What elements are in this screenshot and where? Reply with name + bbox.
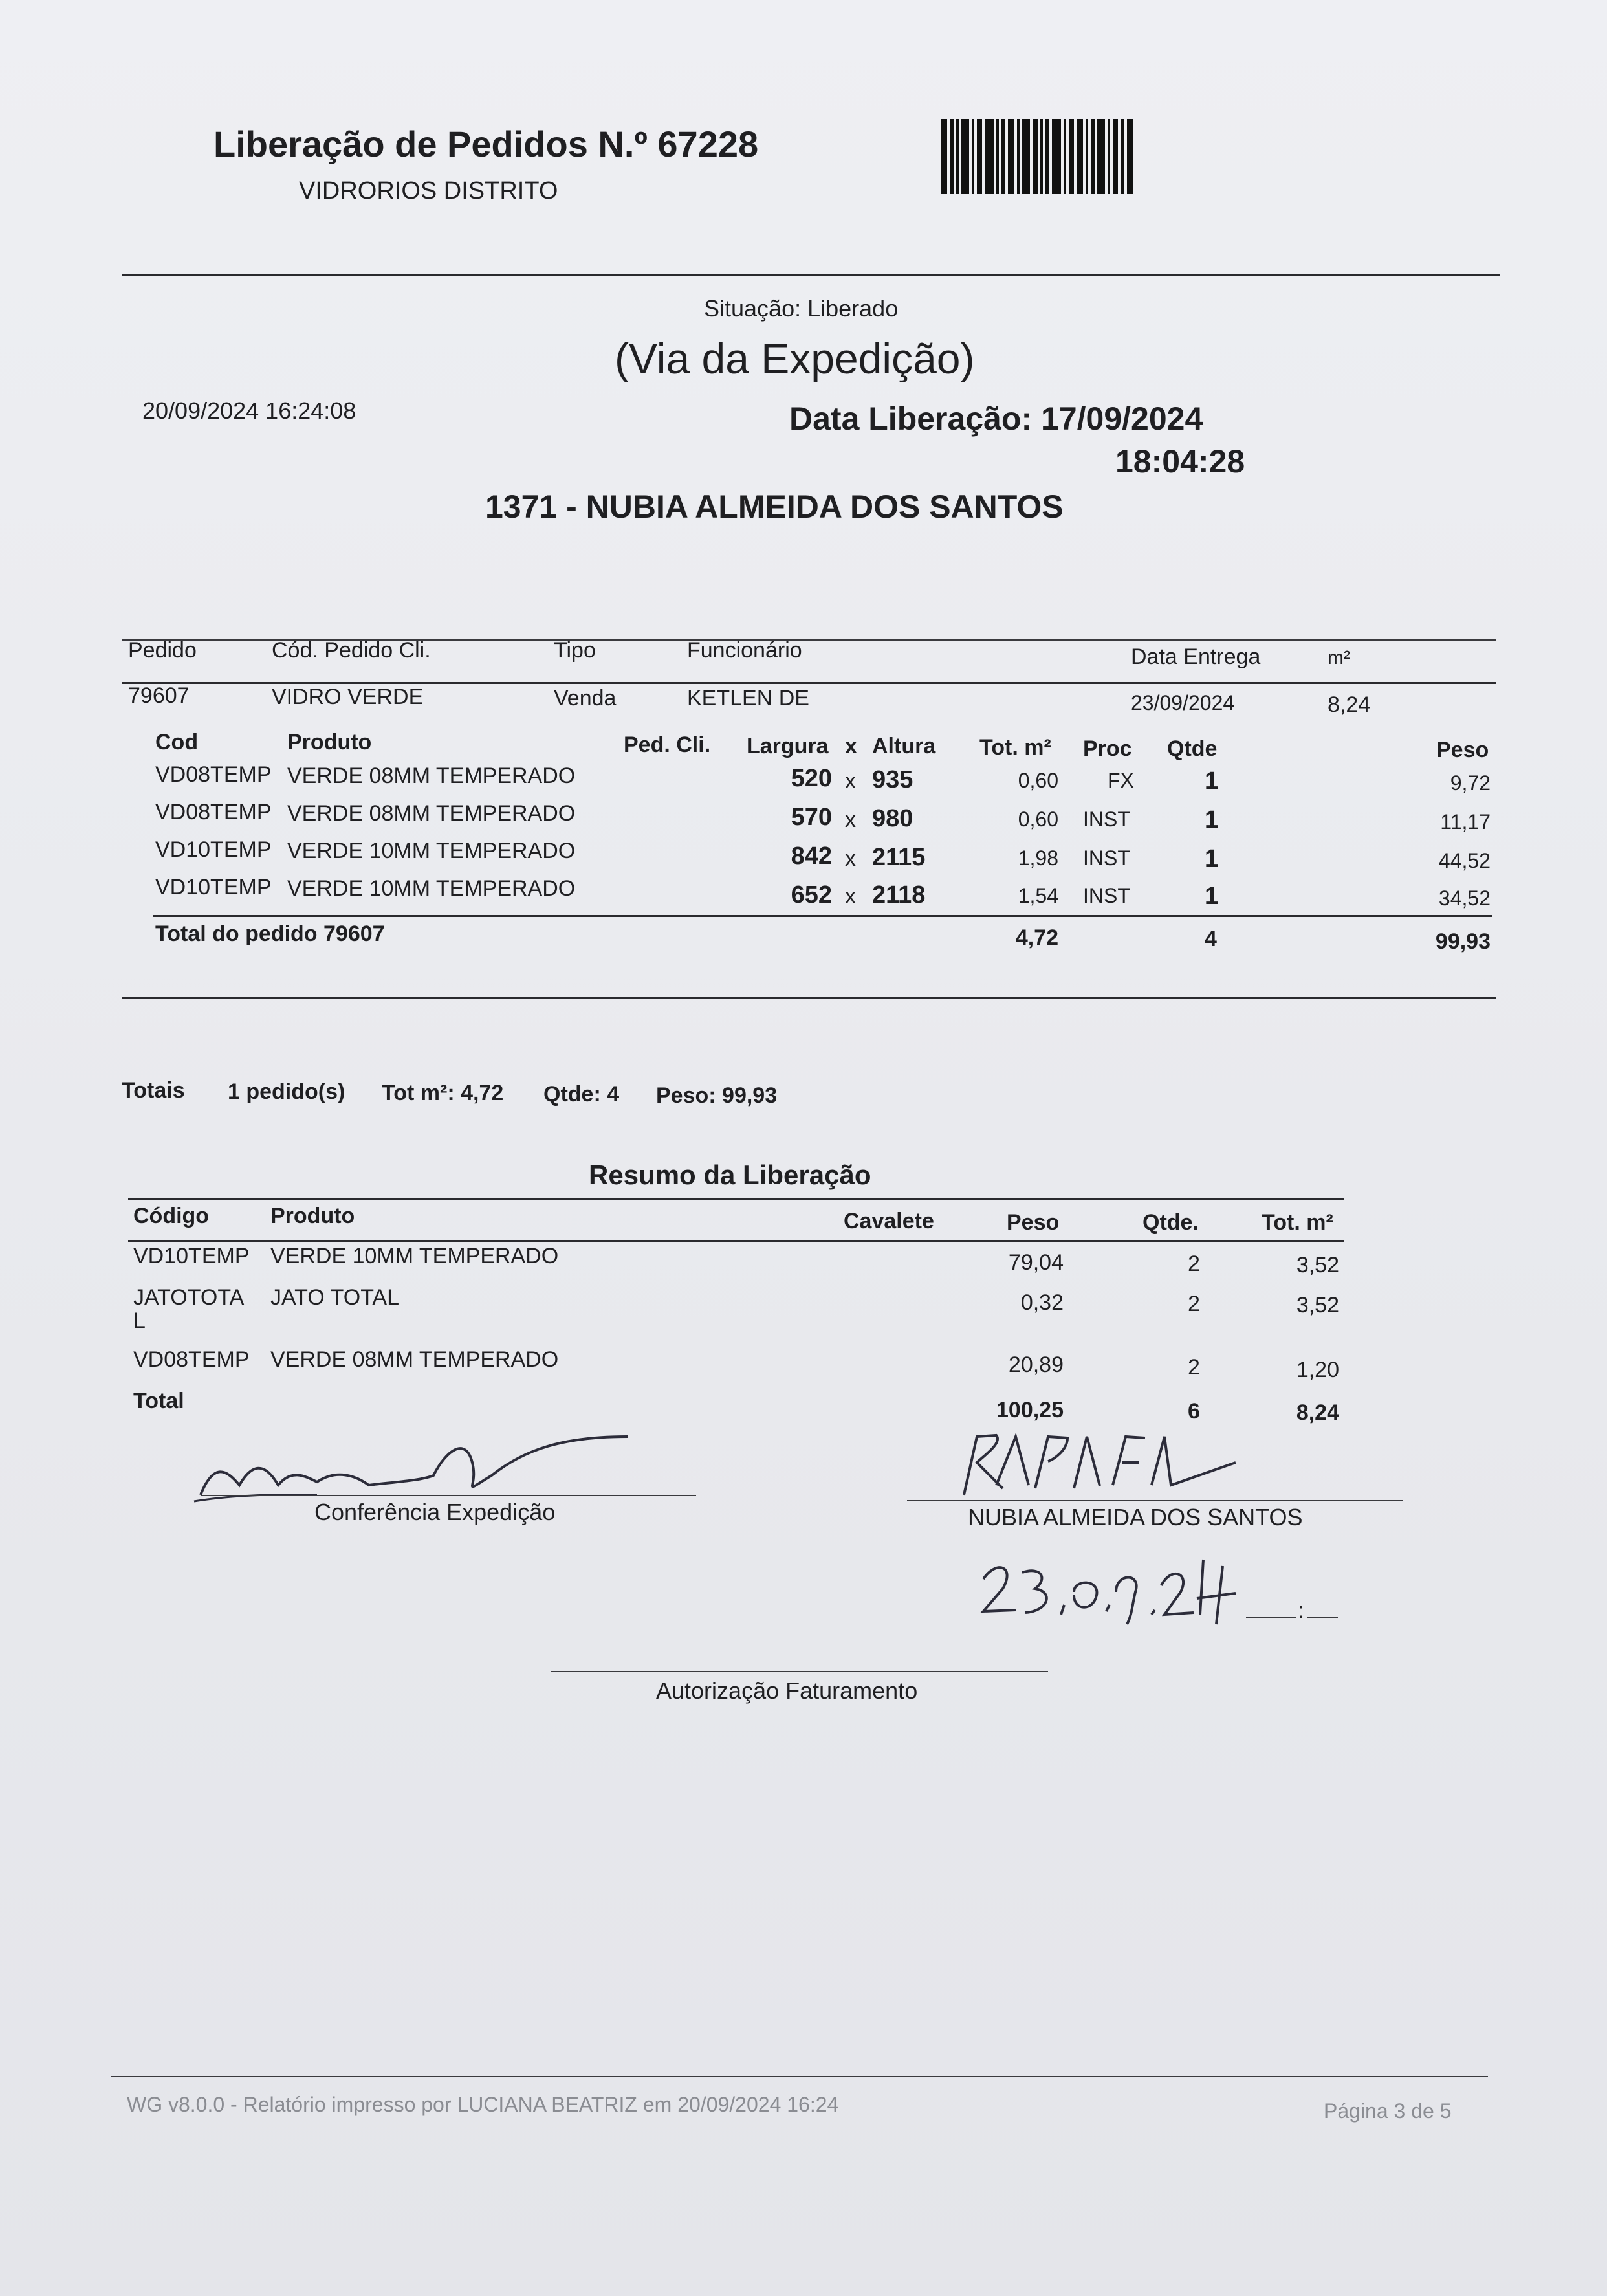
- resumo-codigo: VD10TEMP: [133, 1244, 250, 1268]
- barcode: [941, 119, 1184, 194]
- item-x: x: [845, 808, 856, 832]
- resumo-title: Resumo da Liberação: [589, 1160, 871, 1190]
- item-largura: 570: [791, 804, 832, 831]
- item-cod: VD08TEMP: [155, 762, 272, 787]
- resumo-qtde: 2: [1188, 1355, 1200, 1380]
- resumo-produto: JATO TOTAL: [270, 1285, 400, 1310]
- footer-print-info: WG v8.0.0 - Relatório impresso por LUCIANA BEATRIZ em 20/09/2024 16:24: [127, 2093, 839, 2116]
- tipo-value: Venda: [554, 686, 617, 711]
- item-produto: VERDE 08MM TEMPERADO: [287, 801, 576, 826]
- items-total-label: Total do pedido 79607: [155, 922, 385, 946]
- signature-cliente: [957, 1424, 1242, 1501]
- situacao-status: Situação: Liberado: [704, 295, 899, 322]
- item-largura: 520: [791, 765, 832, 792]
- time-line-minutes: [1307, 1617, 1338, 1618]
- items-col-largura: Largura: [747, 734, 829, 758]
- time-line-hours: [1246, 1617, 1296, 1618]
- resumo-header-line: [128, 1240, 1344, 1242]
- resumo-qtde: 2: [1188, 1292, 1200, 1316]
- item-qtde: 1: [1205, 845, 1219, 872]
- resumo-top-line: [128, 1198, 1344, 1200]
- resumo-codigo: VD08TEMP: [133, 1347, 250, 1372]
- resumo-total-peso: 100,25: [996, 1398, 1064, 1422]
- items-col-qtde: Qtde: [1167, 736, 1218, 761]
- conferencia-label: Conferência Expedição: [314, 1499, 556, 1525]
- item-produto: VERDE 08MM TEMPERADO: [287, 764, 576, 788]
- data-entrega-value: 23/09/2024: [1131, 691, 1235, 714]
- items-col-peso: Peso: [1436, 738, 1489, 762]
- items-total-m2: 4,72: [1015, 925, 1058, 950]
- col-m2: m²: [1328, 647, 1350, 668]
- totais-peso: Peso: 99,93: [656, 1083, 778, 1108]
- resumo-tot-m2: 3,52: [1296, 1253, 1339, 1277]
- col-data-entrega: Data Entrega: [1131, 645, 1261, 669]
- client-name: 1371 - NUBIA ALMEIDA DOS SANTOS: [485, 489, 1064, 525]
- totais-tot-m2: Tot m²: 4,72: [382, 1081, 504, 1105]
- resumo-total-label: Total: [133, 1389, 184, 1413]
- resumo-total-qtde: 6: [1188, 1399, 1200, 1424]
- item-tot-m2: 1,98: [1018, 846, 1058, 870]
- item-cod: VD10TEMP: [155, 837, 272, 862]
- resumo-col-qtde: Qtde.: [1142, 1210, 1199, 1235]
- item-proc: INST: [1083, 808, 1130, 831]
- resumo-col-tot-m2: Tot. m²: [1262, 1210, 1333, 1235]
- resumo-peso: 79,04: [1008, 1250, 1064, 1275]
- col-tipo: Tipo: [554, 638, 596, 663]
- item-peso: 11,17: [1440, 810, 1491, 833]
- items-col-proc: Proc: [1083, 736, 1132, 761]
- document-title: Liberação de Pedidos N.º 67228: [213, 124, 759, 164]
- item-qtde: 1: [1205, 883, 1219, 910]
- order-header-bottom-line: [122, 682, 1496, 684]
- items-col-altura: Altura: [872, 734, 936, 758]
- resumo-total-tot-m2: 8,24: [1296, 1400, 1339, 1425]
- items-total-line: [153, 915, 1492, 917]
- funcionario-value: KETLEN DE: [687, 686, 809, 711]
- item-proc: FX: [1108, 769, 1134, 792]
- col-cod-pedido-cli: Cód. Pedido Cli.: [272, 638, 431, 663]
- resumo-peso: 20,89: [1008, 1352, 1064, 1377]
- item-x: x: [845, 769, 856, 793]
- resumo-col-cavalete: Cavalete: [844, 1209, 934, 1233]
- item-altura: 935: [872, 766, 913, 793]
- item-peso: 34,52: [1438, 887, 1491, 910]
- header-divider: [122, 274, 1500, 276]
- item-tot-m2: 0,60: [1018, 808, 1058, 831]
- resumo-produto: VERDE 08MM TEMPERADO: [270, 1347, 559, 1372]
- item-tot-m2: 0,60: [1018, 769, 1058, 792]
- hora-liberacao: 18:04:28: [1115, 443, 1245, 480]
- item-altura: 2118: [872, 881, 926, 909]
- item-x: x: [845, 884, 856, 909]
- resumo-col-peso: Peso: [1007, 1210, 1060, 1235]
- resumo-peso: 0,32: [1020, 1290, 1064, 1315]
- col-pedido: Pedido: [128, 638, 197, 663]
- totais-pedidos: 1 pedido(s): [228, 1079, 345, 1104]
- resumo-codigo: JATOTOTA: [133, 1285, 245, 1310]
- item-cod: VD08TEMP: [155, 800, 272, 824]
- pedido-value: 79607: [128, 683, 190, 708]
- resumo-codigo-cont: L: [133, 1308, 146, 1333]
- totais-label: Totais: [122, 1078, 185, 1103]
- autorizacao-label: Autorização Faturamento: [656, 1677, 918, 1704]
- item-largura: 842: [791, 843, 832, 870]
- items-col-ped-cli: Ped. Cli.: [624, 733, 711, 757]
- via-label: (Via da Expedição): [615, 335, 975, 382]
- items-col-tot-m2: Tot. m²: [979, 735, 1051, 760]
- order-bottom-line: [122, 997, 1496, 999]
- totais-qtde: Qtde: 4: [543, 1082, 620, 1107]
- items-col-produto: Produto: [287, 730, 372, 755]
- items-total-peso: 99,93: [1435, 929, 1491, 954]
- item-altura: 980: [872, 805, 913, 832]
- item-qtde: 1: [1205, 767, 1219, 795]
- resumo-tot-m2: 1,20: [1296, 1358, 1339, 1382]
- resumo-produto: VERDE 10MM TEMPERADO: [270, 1244, 559, 1268]
- item-x: x: [845, 846, 856, 871]
- signature-line-cliente: [907, 1500, 1403, 1501]
- item-peso: 9,72: [1450, 771, 1491, 795]
- item-produto: VERDE 10MM TEMPERADO: [287, 876, 576, 901]
- print-datetime: 20/09/2024 16:24:08: [142, 397, 356, 424]
- time-separator: :: [1298, 1598, 1304, 1623]
- item-tot-m2: 1,54: [1018, 884, 1058, 907]
- m2-value: 8,24: [1328, 692, 1371, 717]
- items-col-x: x: [845, 734, 857, 758]
- cod-pedido-cli-value: VIDRO VERDE: [272, 685, 424, 709]
- resumo-qtde: 2: [1188, 1252, 1200, 1276]
- item-qtde: 1: [1205, 806, 1219, 833]
- company-name: VIDRORIOS DISTRITO: [299, 177, 558, 204]
- signature-line-conferencia: [201, 1495, 696, 1496]
- item-cod: VD10TEMP: [155, 875, 272, 900]
- item-proc: INST: [1083, 846, 1130, 870]
- item-peso: 44,52: [1438, 849, 1491, 872]
- col-funcionario: Funcionário: [687, 638, 802, 663]
- signature-line-autorizacao: [551, 1671, 1048, 1672]
- resumo-tot-m2: 3,52: [1296, 1293, 1339, 1318]
- items-total-qtde: 4: [1205, 927, 1217, 951]
- resumo-col-produto: Produto: [270, 1204, 355, 1228]
- item-largura: 652: [791, 881, 832, 909]
- footer-line: [111, 2076, 1488, 2077]
- cliente-signature-label: NUBIA ALMEIDA DOS SANTOS: [968, 1504, 1303, 1530]
- item-produto: VERDE 10MM TEMPERADO: [287, 839, 576, 863]
- item-proc: INST: [1083, 884, 1130, 907]
- handwritten-date-drawing: [977, 1553, 1262, 1637]
- item-altura: 2115: [872, 844, 926, 871]
- items-col-cod: Cod: [155, 730, 199, 755]
- data-liberacao: Data Liberação: 17/09/2024: [789, 401, 1203, 437]
- footer-page-number: Página 3 de 5: [1324, 2099, 1452, 2123]
- resumo-col-codigo: Código: [133, 1204, 210, 1228]
